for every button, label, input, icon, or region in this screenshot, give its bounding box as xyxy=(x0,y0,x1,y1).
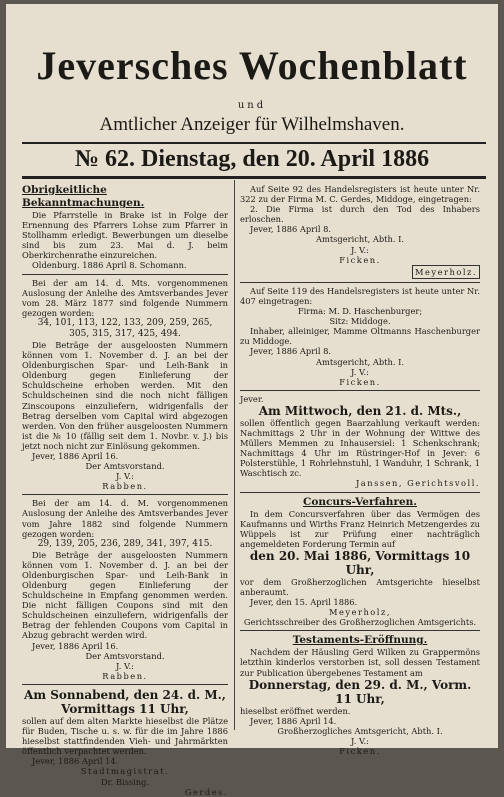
notice-register1-text: Auf Seite 92 des Handelsregisters ist heute unter Nr. 322 zu der Firma M. C. Gerdes, Middoge, eingetragen: xyxy=(240,184,480,205)
notice-register2-line2: Sitz: Middoge. xyxy=(329,316,391,327)
notice-auction-text: sollen öffentlich gegen Baarzahlung verkauft werden: Nachmittags 2 Uhr in der Wohnung der Wittwe des Müllers Memmen zu Inhausersiel: 1 Schenkschrank; Nachmittags 4 Uhr im Rüstringer-Hof in Jever: 6 Polsterstühle, 1 Rohrlehnstuhl, 1 Wanduhr, 1 Schrank, 1 Waschtisch zc. xyxy=(240,417,480,479)
notice-auslosung1-sign1: Der Amtsvorstand. xyxy=(85,461,165,472)
notice-markt-sign1: Stadtmagistrat. xyxy=(80,766,170,777)
notice-concurs-date: Jever, den 15. April 1886. xyxy=(250,597,358,608)
notice-auslosung1-text2: Die Beträge der ausgeloosten Nummern können vom 1. November d. J. an bei der Oldenburgischen Spar- und Leih-Bank in Oldenburg gegen Einlieferung der Schuldscheine erhoben werden. Mit den Schuldscheinen sind die noch nicht fälligen Zinscoupons einzuliefern, widrigenfalls der Betrag derselben vom Capital wird abgezogen werden. Von den früher ausgeloosten Nummern ist die № 10 (fällig seit dem 1. Novbr. v. J.) bis jetzt noch nicht zur Einlösung gekommen. xyxy=(22,339,228,451)
notice-register2-court: Amtsgericht, Abth. I. xyxy=(315,356,405,367)
column-divider xyxy=(234,180,235,730)
notice-register1-jv: J. V.: xyxy=(351,244,369,255)
notice-auslosung2-sign2: J. V.: xyxy=(116,660,134,671)
notice-testament-jv: J. V.: xyxy=(351,735,369,746)
notice-concurs-heading: Concurs-Verfahren. xyxy=(303,495,417,508)
notice-auslosung1-numbers2: 305, 315, 317, 425, 494. xyxy=(69,328,181,339)
notice-auslosung1-text: Bei der am 14. d. Mts. vorgenommenen Auslosung der Anleihe des Amtsverbandes Jever vom 28. März 1877 sind folgende Nummern gezogen worden: xyxy=(22,277,228,318)
notice-testament-date: Jever, 1886 April 14. xyxy=(250,715,337,726)
notice-markt-heading2: Vormittags 11 Uhr, xyxy=(61,701,189,716)
notice-auslosung2-text: Bei der am 14. d. M. vorgenommenen Auslosung der Anleihe des Amtsverbandes Jever vom Jahre 1882 sind folgende Nummern gezogen worden: xyxy=(22,498,228,539)
notice-register2-date: Jever, 1886 April 8. xyxy=(250,346,332,357)
notice-testament-date-highlight: Donnerstag, den 29. d. M., Vorm. 11 Uhr, xyxy=(248,677,472,706)
notice-register2-name: Ficken. xyxy=(339,376,381,387)
section-heading-official: Obrigkeitliche Bekanntmachungen. xyxy=(22,184,145,209)
right-column xyxy=(240,184,480,756)
notice-register2-line1: Firma: M. D. Haschenburger; xyxy=(297,306,423,317)
notice-auslosung2-date: Jever, 1886 April 16. xyxy=(32,640,119,651)
notice-register1-court: Amtsgericht, Abth. I. xyxy=(315,234,405,245)
notice-auslosung2-sign3: Rabben. xyxy=(102,670,148,681)
notice-concurs-sign2: Gerichtsschreiber des Großherzoglichen Amtsgerichts. xyxy=(243,617,477,628)
notice-separator xyxy=(240,282,480,283)
masthead-rule-bottom xyxy=(22,176,486,179)
issue-dateline: № 62. Dienstag, den 20. April 1886 xyxy=(74,146,430,172)
notice-markt-date: Jever, 1886 April 14. xyxy=(32,756,119,767)
notice-register1-date: Jever, 1886 April 8. xyxy=(250,224,332,235)
notice-separator xyxy=(22,684,228,685)
notice-pfarrstelle-text: Die Pfarrstelle in Brake ist in Folge der Ernennung des Pfarrers Lohse zum Pfarrer in Stollhamm erledigt. Bewerbungen um dieselbe sind bis zum 23. Mai d. J. beim Oberkirchenrathe einzureichen. xyxy=(22,210,228,261)
notice-markt-text: sollen auf dem alten Markte hieselbst die Plätze für Buden, Tische u. s. w. für die im Jahre 1886 hieselbst stattfindenden Vieh- und Jahrmärkten öffentlich verpachtet werden. xyxy=(22,715,228,757)
notice-auslosung1-sign3: Rabben. xyxy=(102,481,148,492)
notice-register1-name: Ficken. xyxy=(339,254,381,265)
notice-separator xyxy=(240,492,480,493)
notice-testament-name: Ficken. xyxy=(339,746,381,757)
notice-register2-text: Auf Seite 119 des Handelsregisters ist heute unter Nr. 407 eingetragen: xyxy=(240,285,480,306)
notice-auction-place: Jever. xyxy=(240,393,264,404)
notice-concurs-text2: vor dem Großherzoglichen Amtsgerichte hieselbst anberaumt. xyxy=(240,576,480,597)
notice-register1-box: Meyerholz. xyxy=(412,265,480,279)
notice-concurs-text: In dem Concursverfahren über das Vermögen des Kaufmanns und Wirths Franz Heinrich Metzengerdes zu Wüppels ist zur Prüfung einer nachträglich angemeldeten Forderung Termin auf xyxy=(240,508,480,549)
notice-auslosung1-numbers1: 34, 101, 113, 122, 133, 209, 259, 265, xyxy=(37,317,213,328)
notice-auction-heading: Am Mittwoch, den 21. d. Mts., xyxy=(258,403,462,418)
notice-separator xyxy=(22,494,228,495)
notice-register2-line3: Inhaber, alleiniger, Mamme Oltmanns Haschenburger zu Middoge. xyxy=(240,326,480,347)
notice-testament-court: Großherzogliches Amtsgericht, Abth. I. xyxy=(277,725,443,736)
notice-testament-text2: hieselbst eröffnet werden. xyxy=(240,705,351,716)
notice-auslosung2-sign1: Der Amtsvorstand. xyxy=(85,650,165,661)
notice-concurs-sign1: Meyerholz, xyxy=(329,607,391,618)
notice-auslosung2-numbers: 29, 139, 205, 236, 289, 341, 397, 415. xyxy=(37,538,213,549)
newspaper-title: Jeversches Wochenblatt xyxy=(36,43,468,88)
newspaper-subtitle: Amtlicher Anzeiger für Wilhelmshaven. xyxy=(99,114,405,135)
notice-auslosung1-sign2: J. V.: xyxy=(116,471,134,482)
notice-auslosung2-text2: Die Beträge der ausgeloosten Nummern können vom 1. November d. J. an bei der Oldenburgischen Spar- und Leih-Bank in Oldenburg gegen Einlieferung der Schuldscheine in Empfang genommen werden. Die nicht fälligen Coupons sind mit den Schuldscheinen einzuliefern, widrigenfalls der Betrag der fehlenden Coupons vom Capital in Abzug gebracht werden wird. xyxy=(22,549,228,641)
notice-register2-jv: J. V.: xyxy=(351,366,369,377)
notice-concurs-date-highlight: den 20. Mai 1886, Vormittags 10 Uhr, xyxy=(249,548,471,577)
notice-register1-item: 2. Die Firma ist durch den Tod des Inhabers erloschen. xyxy=(240,204,480,225)
left-column xyxy=(22,184,228,797)
title-conjunction: und xyxy=(237,100,267,111)
notice-markt-heading1: Am Sonnabend, den 24. d. M., xyxy=(24,687,226,702)
notice-separator xyxy=(240,390,480,391)
notice-auslosung1-date: Jever, 1886 April 16. xyxy=(32,450,119,461)
notice-testament-text: Nachdem der Häusling Gerd Wilken zu Grappermöns letzthin kinderlos verstorben ist, soll dessen Testament zur Publication übergebenes Testament am xyxy=(240,647,480,678)
notice-auction-sign: Janssen, Gerichtsvoll. xyxy=(355,478,480,489)
notice-markt-sign2: Dr. Bissing. xyxy=(100,776,150,787)
newspaper-page xyxy=(6,4,498,797)
notice-separator xyxy=(240,630,480,631)
notice-separator xyxy=(22,274,228,275)
notice-pfarrstelle-sign: Oldenburg. 1886 April 8. Schomann. xyxy=(32,260,187,271)
notice-markt-sign3: Gerdes. xyxy=(184,786,228,797)
notice-testament-heading: Testaments-Eröffnung. xyxy=(292,634,428,647)
